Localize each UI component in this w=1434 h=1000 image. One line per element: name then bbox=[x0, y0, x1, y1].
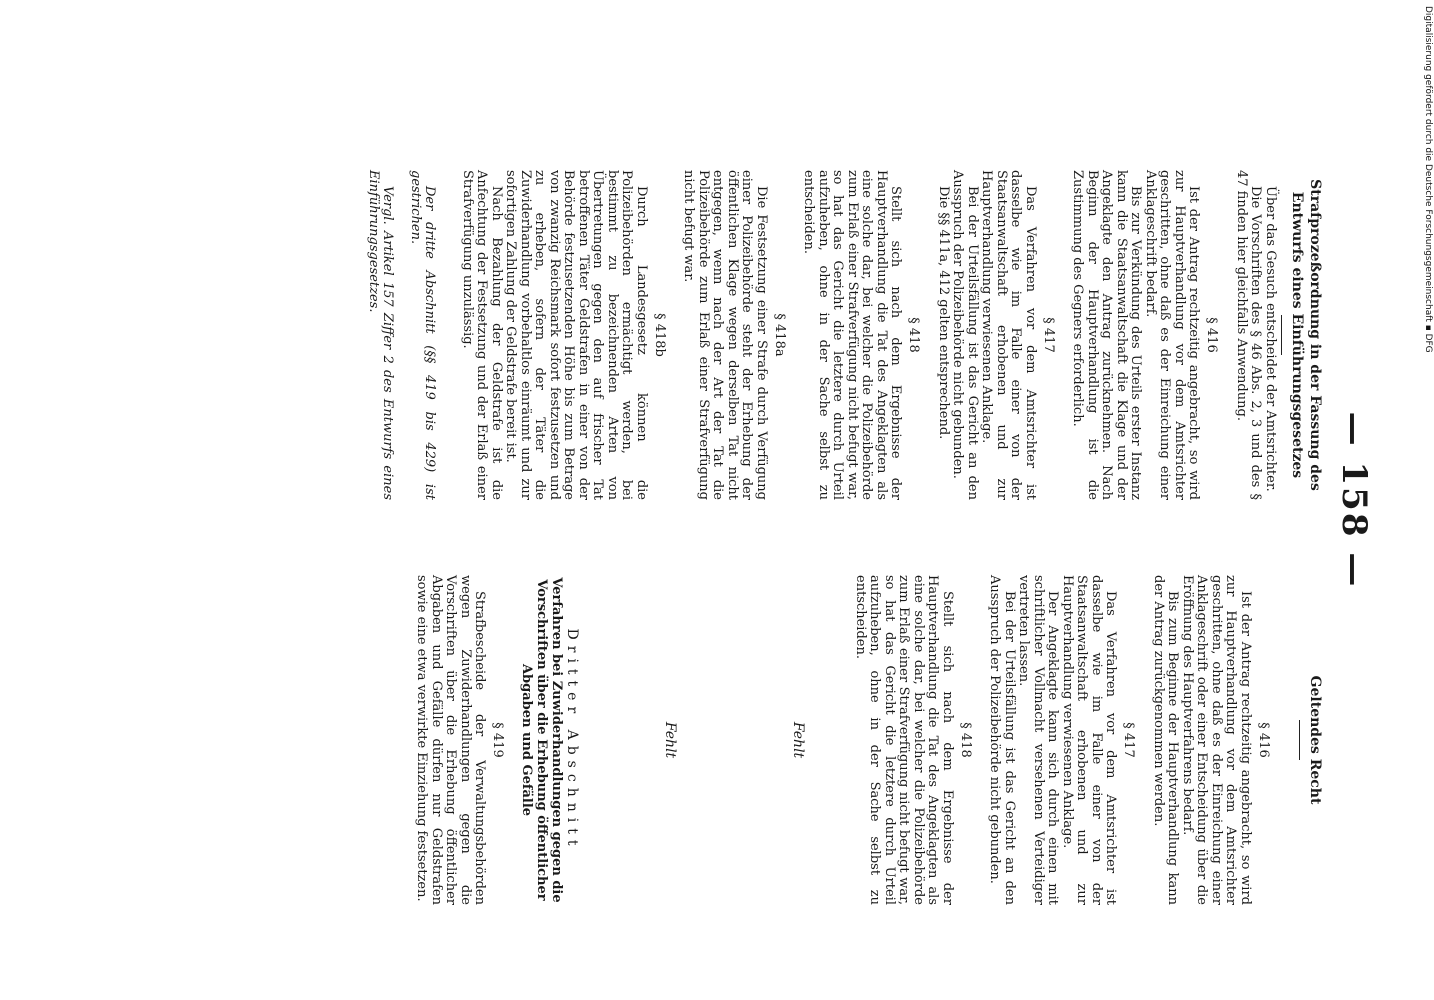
funding-notice: Digitalisierung gefördert durch die Deutsche Forschungsgemeinschaft ▪ DFG bbox=[1423, 6, 1433, 353]
section-418b-para-1: Durch Landesgesetz können die Polizeibehörden ermächtigt werden, bei bestimmt zu bezeichnenden Arten von Übertretungen gegen den auf frischer Tat betroffenen Täter Geldstrafen in einer von der Behörde festzusetzenden Höhe bis zum Betrage von zwanzig Reichsmark sofort festzusetzen und zu erheben, sofern der Täter die Zuwiderhandlung vorbehaltlos einräumt und zur sofortigen Zahlung der Geldstrafe bereit ist. bbox=[503, 170, 649, 500]
missing-marker-418a: Fehlt bbox=[790, 721, 807, 759]
section-417-para-2: Der Angeklagte kann sich durch einen mit schriftlicher Vollmacht versehenen Verteidiger vertreten lassen. bbox=[1016, 575, 1061, 905]
section-417-para-1: Das Verfahren vor dem Amtsrichter ist dasselbe wie im Falle einer von der Staatsanwaltschaft erhobenen und zur Hauptverhandlung verwiesenen Anklage. bbox=[1060, 575, 1119, 905]
header-rule bbox=[1281, 315, 1282, 355]
intro-paragraph: Über das Gesuch entscheidet der Amtsrichter. bbox=[1263, 186, 1278, 492]
section-417-para-2: Bei der Urteilsfällung ist das Gericht an den Ausspruch der Polizeibehörde nicht gebunden. bbox=[950, 170, 980, 500]
section-heading-418b: § 418b bbox=[652, 313, 667, 357]
section-419-para-1: Strafbescheide der Verwaltungsbehörden wegen Zuwiderhandlungen gegen die Vorschriften über die Erhebung öffentlicher Abgaben und Gefälle dürfen nur Geldstrafen sowie eine etwa verwirkte Einziehung festsetzen. bbox=[414, 575, 488, 905]
chapter-heading: Dritter Abschnitt bbox=[564, 628, 581, 852]
section-418-para-1: Stellt sich nach dem Ergebnisse der Hauptverhandlung die Tat des Angeklagten als eine solche dar, bei welcher die Polizeibehörde zum Erlaß einer Strafverfügung nicht befugt war, so hat das Gericht die letztere durch Urteil aufzuheben, ohne in der Sache selbst zu entscheiden. bbox=[853, 575, 955, 905]
section-heading-419: § 419 bbox=[490, 722, 506, 758]
intro-paragraph-2: Die Vorschriften des § 46 Abs. 2, 3 und des § 47 finden hier gleichfalls Anwendung. bbox=[1234, 170, 1264, 500]
section-418b-para-2: Nach Bezahlung der Geldstrafe ist die Anfechtung der Festsetzung und der Erlaß einer Strafverfügung unzulässig. bbox=[460, 170, 504, 500]
section-heading-418: § 418 bbox=[906, 317, 922, 353]
right-column-header: Geltendes Recht bbox=[1307, 675, 1323, 805]
section-heading-418: § 418 bbox=[958, 722, 973, 758]
section-417-para-3: Die §§ 411a, 412 gelten entsprechend. bbox=[936, 186, 951, 440]
section-416-para-1: Ist der Antrag rechtzeitig angebracht, so wird zur Hauptverhandlung vor dem Amtsrichter geschritten, ohne daß es der Einreichung einer Anklageschrift oder einer Entscheidung über die Eröffnung des Hauptverfahrens bedarf. bbox=[1180, 575, 1253, 905]
missing-marker-418b: Fehlt bbox=[662, 721, 679, 759]
section-416-para-2: Bis zum Beginne der Hauptverhandlung kann der Antrag zurückgenommen werden. bbox=[1151, 575, 1181, 905]
section-418-para-1: Stellt sich nach dem Ergebnisse der Hauptverhandlung die Tat des Angeklagten als eine solche dar, bei welcher die Polizeibehörde zum Erlaß einer Strafverfügung nicht befugt war, so hat das Gericht die letztere durch Urteil aufzuheben, ohne in der Sache selbst zu entscheiden. bbox=[801, 170, 904, 500]
note-reference: Vergl. Artikel 157 Ziffer 2 des Entwurfs eines Einführungsgesetzes. bbox=[366, 170, 396, 500]
section-417-para-1: Das Verfahren vor dem Amtsrichter ist dasselbe wie im Falle einer von der Staatsanwaltschaft erhobenen und zur Hauptverhandlung verwiesenen Anklage. bbox=[979, 170, 1038, 500]
section-heading-416: § 416 bbox=[1256, 722, 1271, 758]
left-column-header: Strafprozeßordnung in der Fassung des Entwurfs eines Einführungsgesetzes bbox=[1289, 179, 1323, 491]
section-418a-para-1: Die Festsetzung einer Strafe durch Verfügung einer Polizeibehörde steht der Erhebung der öffentlichen Klage wegen derselben Tat nicht entgegen, wenn nach der Art der Tat die Polizeibehörde zum Erlaß einer Strafverfügung nicht befugt war. bbox=[681, 170, 769, 500]
header-rule bbox=[1299, 720, 1300, 760]
chapter-title: Verfahren bei Zuwiderhandlungen gegen die Vorschriften über die Erhebung öffentlicher Abgaben und Gefälle bbox=[519, 577, 565, 903]
page-number: — 158 — bbox=[1334, 411, 1374, 589]
section-heading-418a: § 418a bbox=[772, 313, 787, 357]
note-deleted-section: Der dritte Abschnitt (§§ 419 bis 429) ist gestrichen. bbox=[408, 170, 438, 500]
section-heading-417: § 417 bbox=[1041, 317, 1056, 353]
section-416-para-1: Ist der Antrag rechtzeitig angebracht, so wird zur Hauptverhandlung vor dem Amtsrichter geschritten, ohne daß es der Einreichung einer Anklageschrift bedarf. bbox=[1143, 170, 1202, 500]
section-416-para-2: Bis zur Verkündung des Urteils erster Instanz kann die Staatsanwaltschaft die Klage und der Angeklagte den Antrag zurücknehmen. Nach Beginn der Hauptverhandlung ist die Zustimmung des Gegners erforderlich. bbox=[1070, 170, 1144, 500]
section-417-para-3: Bei der Urteilsfällung ist das Gericht an den Ausspruch der Polizeibehörde nicht gebunden. bbox=[987, 575, 1017, 905]
left-column bbox=[353, 170, 1325, 500]
section-heading-416: § 416 bbox=[1204, 317, 1220, 353]
section-heading-417: § 417 bbox=[1121, 722, 1137, 758]
right-column bbox=[414, 575, 1324, 905]
